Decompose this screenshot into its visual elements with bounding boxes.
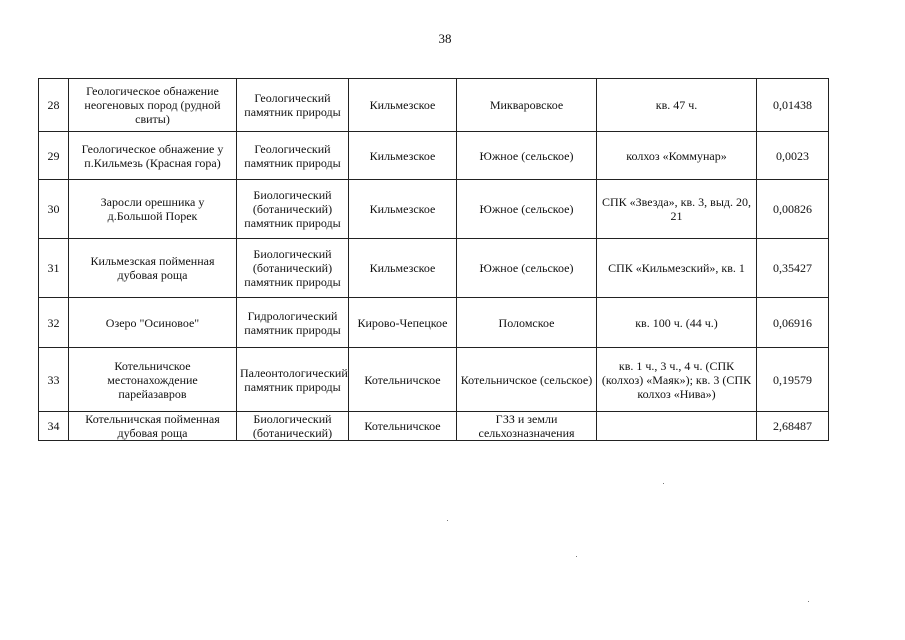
location: СПК «Кильмезский», кв. 1 (597, 239, 757, 298)
object-type: Биологический (ботанический) памятник природы (237, 180, 349, 239)
object-name: Озеро "Осиновое" (69, 298, 237, 348)
object-type: Геологический памятник природы (237, 132, 349, 180)
district: Кильмезское (349, 132, 457, 180)
table-row (39, 180, 829, 239)
area: 0,19579 (757, 348, 829, 412)
scan-speck (447, 520, 448, 521)
object-name: Геологическое обнажение неогеновых пород (рудной свиты) (69, 79, 237, 132)
table-row (39, 239, 829, 298)
location: кв. 100 ч. (44 ч.) (597, 298, 757, 348)
location: кв. 47 ч. (597, 79, 757, 132)
scan-speck (808, 601, 809, 602)
object-type: Геологический памятник природы (237, 79, 349, 132)
settlement: ГЗЗ и земли сельхозназначения (457, 412, 597, 441)
district: Котельничское (349, 412, 457, 441)
row-number: 31 (39, 239, 69, 298)
row-number: 30 (39, 180, 69, 239)
row-number: 33 (39, 348, 69, 412)
object-type: Гидрологический памятник природы (237, 298, 349, 348)
scan-speck (663, 483, 664, 484)
district: Кильмезское (349, 79, 457, 132)
table-row (39, 79, 829, 132)
location: кв. 1 ч., 3 ч., 4 ч. (СПК (колхоз) «Маяк»); кв. 3 (СПК колхоз «Нива») (597, 348, 757, 412)
row-number: 29 (39, 132, 69, 180)
object-name: Котельничская пойменная дубовая роща (69, 412, 237, 441)
object-name: Котельничское местонахождение парейазавров (69, 348, 237, 412)
location: СПК «Звезда», кв. 3, выд. 20, 21 (597, 180, 757, 239)
area: 0,35427 (757, 239, 829, 298)
row-number: 28 (39, 79, 69, 132)
settlement: Южное (сельское) (457, 132, 597, 180)
settlement: Поломское (457, 298, 597, 348)
area: 2,68487 (757, 412, 829, 441)
scan-speck (576, 556, 577, 557)
table-row (39, 298, 829, 348)
settlement: Котельничское (сельское) (457, 348, 597, 412)
table-row (39, 348, 829, 412)
row-number: 32 (39, 298, 69, 348)
location (597, 412, 757, 441)
object-name: Кильмезская пойменная дубовая роща (69, 239, 237, 298)
object-name: Геологическое обнажение у п.Кильмезь (Красная гора) (69, 132, 237, 180)
district: Кирово-Чепецкое (349, 298, 457, 348)
table-row (39, 132, 829, 180)
settlement: Южное (сельское) (457, 239, 597, 298)
object-type: Палеонтологический памятник природы (237, 348, 349, 412)
protected-areas-table (38, 78, 829, 441)
area: 0,0023 (757, 132, 829, 180)
object-type: Биологический (ботанический) памятник природы (237, 239, 349, 298)
district: Котельничское (349, 348, 457, 412)
area: 0,00826 (757, 180, 829, 239)
area: 0,06916 (757, 298, 829, 348)
location: колхоз «Коммунар» (597, 132, 757, 180)
object-name: Заросли орешника у д.Большой Порек (69, 180, 237, 239)
page-number: 38 (438, 31, 452, 46)
object-type: Биологический (ботанический) (237, 412, 349, 441)
settlement: Микваровское (457, 79, 597, 132)
district: Кильмезское (349, 239, 457, 298)
district: Кильмезское (349, 180, 457, 239)
area: 0,01438 (757, 79, 829, 132)
row-number: 34 (39, 412, 69, 441)
settlement: Южное (сельское) (457, 180, 597, 239)
table-row (39, 412, 829, 441)
